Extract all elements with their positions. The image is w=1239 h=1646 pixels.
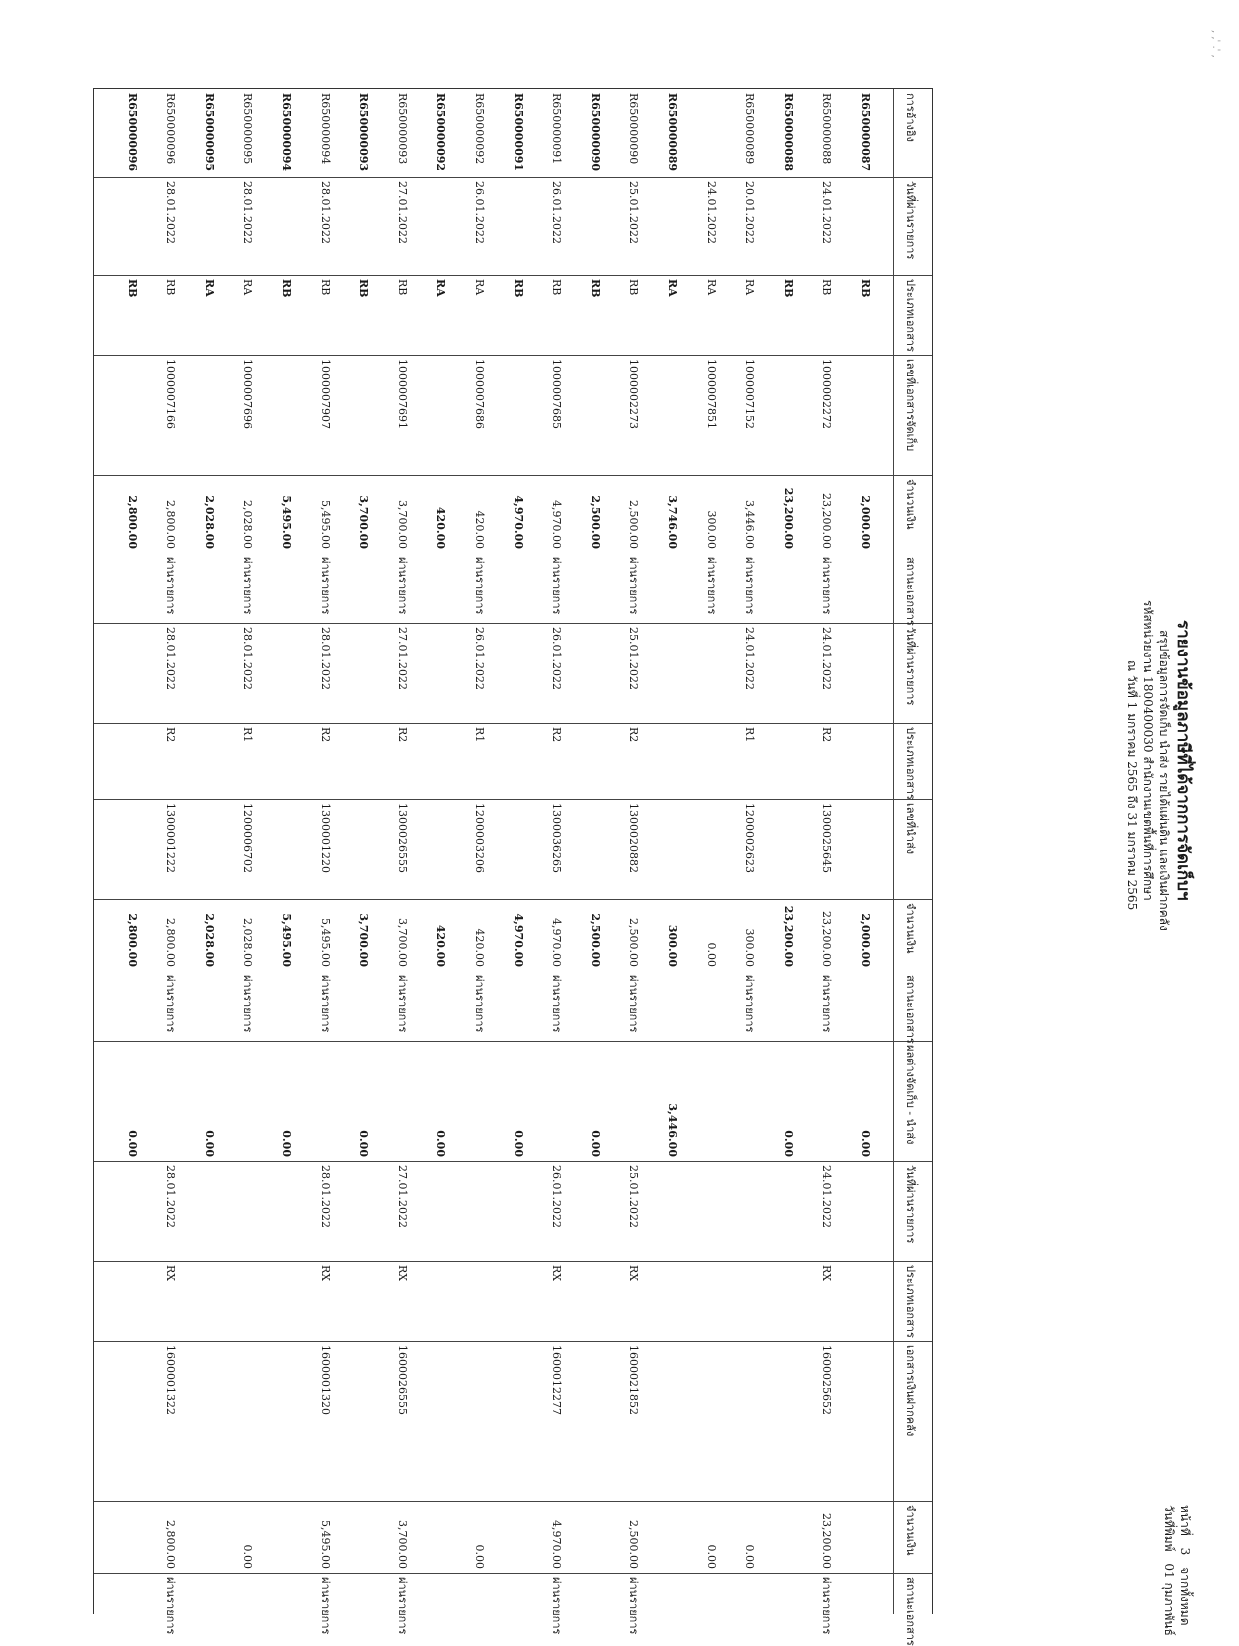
table-cell: 1200002623 (743, 803, 757, 873)
table-cell: 0.00 (241, 1544, 255, 1569)
table-cell: 420.00 (473, 928, 486, 967)
page-total-label: จากทั้งหมด (1178, 1567, 1192, 1626)
table-cell: 1000007685 (550, 359, 564, 429)
date-range-line: ณ วันที่ 1 มกราคม 2565 ถึง 31 มกราคม 2565 (1125, 660, 1139, 911)
table-cell: 0.00 (473, 1544, 486, 1569)
table-cell: 1600026555 (395, 1345, 409, 1415)
table-cell: 2,028.00 (241, 500, 255, 549)
table-cell: 4,970.00 (550, 500, 564, 549)
report-table (93, 88, 933, 1646)
table-cell: R2 (164, 727, 178, 743)
report-title: รายงานข้อมูลภาษีที่ได้จากการจัดเก็บฯ (1173, 620, 1193, 901)
table-cell: ผ่านรายการ (473, 975, 486, 1033)
table-cell: R1 (743, 727, 757, 743)
table-cell: 300.00 (666, 924, 679, 967)
column-divider (94, 177, 932, 178)
column-header: จำนวนเงิน (904, 903, 917, 954)
table-cell: 420.00 (434, 506, 448, 549)
table-cell: R650000094 (318, 93, 332, 165)
table-cell: 25.01.2022 (627, 181, 641, 244)
table-cell: RB (125, 279, 139, 298)
table-cell: 2,500.00 (627, 1520, 641, 1569)
table-cell: RB (781, 279, 795, 298)
table-cell: 3,700.00 (395, 1520, 409, 1569)
column-header: สถานะเอกสาร (904, 975, 917, 1044)
table-cell: RX (550, 1265, 564, 1282)
table-cell: R650000093 (357, 93, 371, 172)
table-cell: 420.00 (473, 510, 486, 549)
table-cell: ผ่านรายการ (627, 975, 641, 1033)
table-cell: 0.00 (125, 1130, 139, 1157)
table-cell: 5,495.00 (318, 918, 332, 967)
table-cell: R650000088 (820, 93, 834, 165)
table-cell: 0.00 (859, 1130, 872, 1157)
table-cell: ผ่านรายการ (820, 557, 834, 615)
table-cell: 2,800.00 (125, 913, 139, 967)
table-cell: R650000092 (473, 93, 486, 165)
table-cell: 0.00 (781, 1130, 795, 1157)
table-cell: R650000096 (164, 93, 178, 165)
table-cell: R650000095 (241, 93, 255, 165)
table-cell: 0.00 (588, 1130, 602, 1157)
table-cell: RA (743, 279, 757, 296)
table-cell: 24.01.2022 (820, 181, 834, 244)
table-cell: RX (820, 1265, 834, 1282)
table-cell: RB (588, 279, 602, 298)
table-cell: R650000088 (781, 93, 795, 172)
table-cell: 0.00 (434, 1130, 448, 1157)
table-cell: 23,200.00 (820, 911, 834, 967)
table-cell: 1600001322 (164, 1345, 178, 1415)
column-divider (94, 1573, 932, 1574)
table-cell: 28.01.2022 (164, 627, 178, 690)
table-cell: 3,446.00 (666, 1103, 679, 1157)
table-cell: RA (666, 279, 679, 297)
table-cell: ผ่านรายการ (241, 975, 255, 1033)
table-cell: 1000007851 (704, 359, 718, 429)
column-header: ประเภทเอกสาร (904, 727, 917, 800)
table-cell: 28.01.2022 (318, 627, 332, 690)
table-cell: R2 (395, 727, 409, 743)
table-cell: ผ่านรายการ (743, 975, 757, 1033)
table-cell: 1000007691 (395, 359, 409, 429)
table-cell: R650000087 (859, 93, 872, 172)
table-cell: 0.00 (511, 1130, 525, 1157)
column-divider (94, 1501, 932, 1502)
pen-marks: , ,' .' , (1210, 30, 1221, 58)
table-cell: RX (164, 1265, 178, 1282)
table-cell: 2,028.00 (202, 495, 216, 549)
table-cell: 300.00 (704, 510, 718, 549)
table-cell: 1000007686 (473, 359, 486, 429)
table-cell: ผ่านรายการ (318, 1577, 332, 1635)
table-cell: 3,700.00 (357, 913, 371, 967)
table-cell: 4,970.00 (550, 1520, 564, 1569)
column-divider (94, 275, 932, 276)
table-cell: RX (627, 1265, 641, 1282)
table-cell: R2 (550, 727, 564, 743)
report-subtitle: สรุปข้อมูลการจัดเก็บ นำส่ง รายได้แผ่นดิน และเงินฝากคลัง (1157, 630, 1171, 931)
table-cell: R2 (820, 727, 834, 743)
table-cell: RB (357, 279, 371, 298)
column-divider (94, 623, 932, 624)
table-cell: 2,500.00 (588, 495, 602, 549)
table-cell: 24.01.2022 (820, 627, 834, 690)
column-header: การอ้างอิง (904, 93, 917, 142)
table-cell: ผ่านรายการ (164, 975, 178, 1033)
table-cell: 2,500.00 (627, 918, 641, 967)
table-cell: 26.01.2022 (550, 181, 564, 244)
table-cell: 28.01.2022 (164, 181, 178, 244)
table-cell: 1600012277 (550, 1345, 564, 1415)
column-divider (94, 723, 932, 724)
table-cell: ผ่านรายการ (743, 557, 757, 615)
table-cell: 2,800.00 (125, 495, 139, 549)
table-cell: 5,495.00 (318, 1520, 332, 1569)
table-cell: 26.01.2022 (473, 181, 486, 244)
table-cell: 0.00 (704, 942, 718, 967)
column-header: ประเภทเอกสาร (904, 1265, 917, 1338)
header-separator (893, 89, 894, 1614)
table-cell: 28.01.2022 (241, 181, 255, 244)
page-number: 3 (1178, 1547, 1192, 1556)
table-cell: R650000089 (666, 93, 679, 172)
table-cell: 1000002273 (627, 359, 641, 429)
table-cell: 27.01.2022 (395, 627, 409, 690)
table-cell: 2,800.00 (164, 918, 178, 967)
table-cell: 2,000.00 (859, 495, 872, 549)
table-cell: 1300020882 (627, 803, 641, 873)
table-cell: RB (511, 279, 525, 298)
table-cell: 1000007152 (743, 359, 757, 429)
table-cell: RA (473, 279, 486, 296)
column-header: จำนวนเงิน (904, 1505, 917, 1556)
table-cell: RA (202, 279, 216, 297)
table-cell: ผ่านรายการ (550, 557, 564, 615)
table-cell: ผ่านรายการ (395, 1577, 409, 1635)
table-cell: ผ่านรายการ (318, 557, 332, 615)
column-header: สถานะเอกสาร (904, 1577, 917, 1646)
table-cell: 5,495.00 (280, 495, 293, 549)
table-cell: ผ่านรายการ (627, 1577, 641, 1635)
table-cell: R650000090 (588, 93, 602, 172)
table-cell: 2,000.00 (859, 913, 872, 967)
table-cell: R650000091 (550, 93, 564, 165)
table-cell: ผ่านรายการ (473, 557, 486, 615)
column-divider (94, 1341, 932, 1342)
table-cell: 1000007907 (318, 359, 332, 429)
column-header: วันที่ผ่านรายการ (904, 181, 917, 260)
table-cell: 2,028.00 (202, 913, 216, 967)
table-cell: 1300025645 (820, 803, 834, 873)
column-header: วันที่ผ่านรายการ (904, 1165, 917, 1244)
table-cell: R1 (241, 727, 255, 743)
table-cell: 1300001222 (164, 803, 178, 873)
table-cell: 1600001320 (318, 1345, 332, 1415)
table-cell: RX (395, 1265, 409, 1282)
table-cell: 0.00 (704, 1544, 718, 1569)
column-header: ประเภทเอกสาร (904, 279, 917, 352)
table-cell: RB (395, 279, 409, 296)
table-cell: 25.01.2022 (627, 1165, 641, 1228)
column-header: วันที่ผ่านรายการ (904, 627, 917, 706)
column-divider (94, 355, 932, 356)
column-header: จำนวนเงิน (904, 479, 917, 530)
table-cell: R650000090 (627, 93, 641, 165)
table-cell: 3,700.00 (395, 918, 409, 967)
column-divider (94, 799, 932, 800)
table-cell: ผ่านรายการ (704, 557, 718, 615)
table-cell: 1200006702 (241, 803, 255, 873)
table-cell: RB (859, 279, 872, 298)
table-cell: 4,970.00 (511, 495, 525, 549)
table-cell: 23,200.00 (781, 905, 795, 967)
table-cell: 28.01.2022 (318, 181, 332, 244)
table-cell: 4,970.00 (511, 913, 525, 967)
table-cell: 5,495.00 (280, 913, 293, 967)
table-cell: 3,700.00 (357, 495, 371, 549)
table-cell: 24.01.2022 (820, 1165, 834, 1228)
table-cell: 300.00 (743, 928, 757, 967)
table-cell: ผ่านรายการ (550, 1577, 564, 1635)
table-cell: R2 (318, 727, 332, 743)
table-cell: RB (550, 279, 564, 296)
table-cell: 27.01.2022 (395, 181, 409, 244)
table-cell: 24.01.2022 (743, 627, 757, 690)
table-cell: 3,446.00 (743, 500, 757, 549)
column-header: เลขที่นำส่ง (904, 803, 917, 855)
table-cell: 0.00 (743, 1544, 757, 1569)
page-label: หน้าที่ (1178, 1505, 1192, 1536)
page-info (1161, 1505, 1193, 1636)
table-cell: 2,500.00 (588, 913, 602, 967)
column-header: เลขที่เอกสารจัดเก็บ (904, 359, 917, 452)
table-cell: ผ่านรายการ (318, 975, 332, 1033)
column-header: เอกสารเงินฝากคลัง (904, 1345, 917, 1437)
table-cell: 25.01.2022 (627, 627, 641, 690)
table-cell: R650000094 (280, 93, 293, 172)
table-cell: RA (704, 279, 718, 296)
table-cell: RB (627, 279, 641, 296)
print-date-label: วันที่พิมพ์ (1162, 1505, 1176, 1552)
table-cell: 23,200.00 (820, 1513, 834, 1569)
table-cell: 23,200.00 (781, 487, 795, 549)
table-cell: RA (241, 279, 255, 296)
table-cell: RB (280, 279, 293, 298)
table-cell: ผ่านรายการ (820, 1577, 834, 1635)
table-cell: 28.01.2022 (318, 1165, 332, 1228)
table-cell: 0.00 (357, 1130, 371, 1157)
table-cell: 2,500.00 (627, 500, 641, 549)
column-header: สถานะเอกสาร (904, 557, 917, 626)
table-cell: R650000095 (202, 93, 216, 172)
table-cell: 26.01.2022 (473, 627, 486, 690)
table-cell: 1600021852 (627, 1345, 641, 1415)
table-cell: 0.00 (280, 1130, 293, 1157)
table-cell: 28.01.2022 (241, 627, 255, 690)
table-cell: R650000096 (125, 93, 139, 172)
table-cell: 1300036265 (550, 803, 564, 873)
column-header: ผลต่างจัดเก็บ - นำส่ง (904, 1045, 917, 1145)
table-cell: 5,495.00 (318, 500, 332, 549)
table-cell: RB (164, 279, 178, 296)
table-cell: ผ่านรายการ (164, 1577, 178, 1635)
table-cell: RB (820, 279, 834, 296)
table-cell: 1300026555 (395, 803, 409, 873)
table-cell: R1 (473, 727, 486, 743)
table-cell: ผ่านรายการ (395, 557, 409, 615)
table-cell: R650000092 (434, 93, 448, 172)
table-cell: 1300001220 (318, 803, 332, 873)
table-cell: RA (434, 279, 448, 297)
table-cell: ผ่านรายการ (241, 557, 255, 615)
table-cell: 24.01.2022 (704, 181, 718, 244)
column-divider (94, 1261, 932, 1262)
table-cell: 27.01.2022 (395, 1165, 409, 1228)
table-cell: 4,970.00 (550, 918, 564, 967)
table-cell: 3,746.00 (666, 495, 679, 549)
agency-line: รหัสหน่วยงาน 1800400030 สำนักงานเขตพื้นที่การศึกษา (1141, 600, 1155, 901)
table-cell: ผ่านรายการ (550, 975, 564, 1033)
table-cell: ผ่านรายการ (395, 975, 409, 1033)
table-cell: RB (318, 279, 332, 296)
table-cell: R650000091 (511, 93, 525, 172)
table-cell: 1000007696 (241, 359, 255, 429)
table-cell: R650000089 (743, 93, 757, 165)
table-cell: 2,800.00 (164, 500, 178, 549)
table-cell: 1000007166 (164, 359, 178, 429)
table-cell: ผ่านรายการ (820, 975, 834, 1033)
table-cell: 26.01.2022 (550, 627, 564, 690)
table-cell: 1200003206 (473, 803, 486, 873)
table-cell: R2 (627, 727, 641, 743)
table-cell: 26.01.2022 (550, 1165, 564, 1228)
table-cell: 20.01.2022 (743, 181, 757, 244)
print-date: 01 กุมภาพันธ์ (1162, 1563, 1176, 1636)
column-divider (94, 1161, 932, 1162)
table-cell: R650000093 (395, 93, 409, 165)
table-cell: RX (318, 1265, 332, 1282)
table-cell: 1000002272 (820, 359, 834, 429)
table-cell: 420.00 (434, 924, 448, 967)
table-cell: 28.01.2022 (164, 1165, 178, 1228)
table-cell: 1600025652 (820, 1345, 834, 1415)
table-cell: 0.00 (202, 1130, 216, 1157)
table-cell: ผ่านรายการ (164, 557, 178, 615)
table-cell: 23,200.00 (820, 493, 834, 549)
table-cell: 2,800.00 (164, 1520, 178, 1569)
table-cell: 3,700.00 (395, 500, 409, 549)
table-cell: 2,028.00 (241, 918, 255, 967)
table-cell: ผ่านรายการ (627, 557, 641, 615)
